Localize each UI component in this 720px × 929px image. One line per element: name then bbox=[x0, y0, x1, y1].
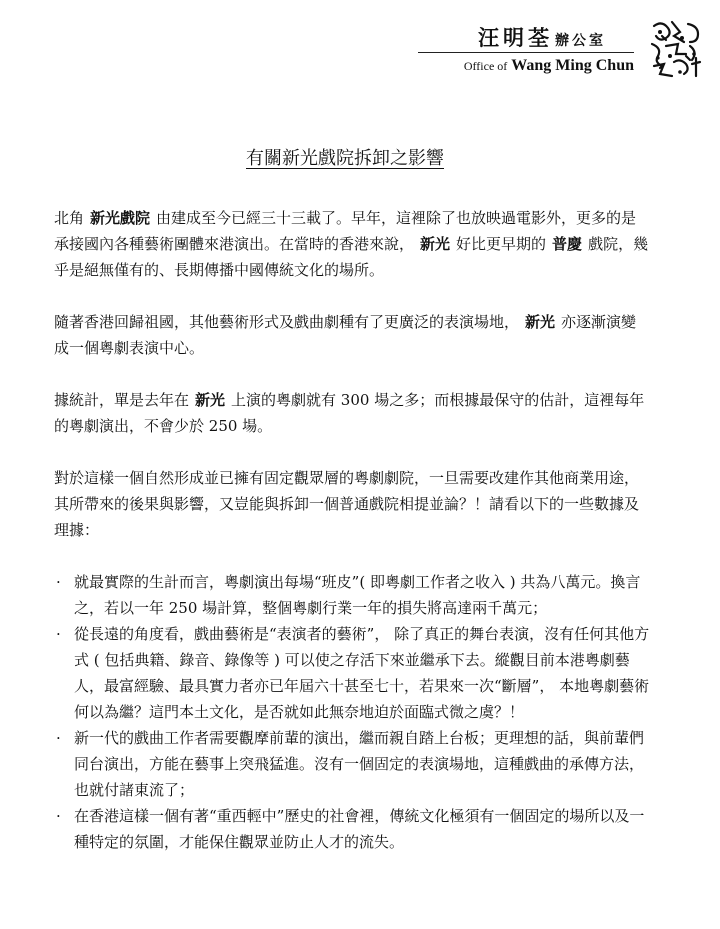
owner-name-chinese: 汪明荃 bbox=[478, 25, 553, 50]
office-of-label: Office of bbox=[463, 59, 508, 73]
keyword-text: 新光戲院 bbox=[90, 209, 151, 227]
keyword-text: 普慶 bbox=[552, 235, 583, 253]
paragraph bbox=[54, 205, 650, 283]
paragraph-text: 隨著香港回歸祖國，其他藝術形式及戲曲劇種有了更廣泛的表演場地， bbox=[54, 313, 520, 331]
paragraph-text: 對於這樣一個自然形成並已擁有固定觀眾層的粵劇劇院，一旦需要改建作其他商業用途，其所帶來的後果與影響，又豈能與拆卸一個普通戲院相提並論？！請看以下的一些數據及理據： bbox=[54, 469, 640, 539]
keyword-text: 新光 bbox=[195, 391, 226, 409]
letterhead-rule bbox=[418, 52, 634, 53]
bullet-icon: · bbox=[56, 573, 61, 591]
paragraph bbox=[54, 387, 650, 439]
paragraph bbox=[54, 465, 650, 543]
office-name-english bbox=[418, 57, 634, 75]
document-body bbox=[54, 205, 650, 855]
paragraph-text: 好比更早期的 bbox=[456, 235, 547, 253]
keyword-text: 新光 bbox=[420, 235, 451, 253]
bullet-list bbox=[54, 569, 650, 855]
paragraph-text: 亦逐漸演變成一個粵劇表演中心。 bbox=[54, 313, 637, 357]
letterhead bbox=[0, 0, 720, 90]
document-title: 有關新光戲院拆卸之影響 bbox=[246, 148, 444, 169]
paragraph-text: 戲院，幾乎是絕無僅有的、長期傳播中國傳統文化的場所。 bbox=[54, 235, 649, 279]
list-item-text: 就最實際的生計而言，粵劇演出每場“班皮”( 即粵劇工作者之收入 ) 共為八萬元。換言之，若以一年 250 場計算，整個粵劇行業一年的損失將高達兩千萬元； bbox=[74, 573, 641, 617]
list-item-text: 新一代的戲曲工作者需要觀摩前輩的演出，繼而親自踏上台板；更理想的話，與前輩們同台演出，方能在藝事上突飛猛進。沒有一個固定的表演場地，這種戲曲的承傳方法，也就付諸東流了； bbox=[74, 729, 645, 799]
list-item bbox=[54, 569, 650, 621]
list-item bbox=[54, 621, 650, 725]
paragraph bbox=[54, 309, 650, 361]
bullet-icon: · bbox=[56, 625, 61, 643]
office-suffix-chinese: 辦公室 bbox=[555, 33, 606, 49]
paragraph-text: 據統計，單是去年在 bbox=[54, 391, 190, 409]
list-item bbox=[54, 725, 650, 803]
owner-name-english: Wang Ming Chun bbox=[511, 57, 634, 74]
keyword-text: 新光 bbox=[525, 313, 556, 331]
list-item-text: 從長遠的角度看，戲曲藝術是“表演者的藝術”， 除了真正的舞台表演，沒有任何其他方式 ( 包括典籍、錄音、錄像等 ) 可以使之存活下來並繼承下去。縱觀目前本港粵劇藝人，最富經驗、最具實力者亦已年屆六十甚至七十，若果來一次“斷層”， 本地粵劇藝術何以為繼？這門本土文化，是否就如此無奈地迫於面臨式微之虞？！ bbox=[74, 625, 650, 721]
bullet-icon: · bbox=[56, 807, 61, 825]
list-item bbox=[54, 803, 650, 855]
office-name-chinese bbox=[478, 22, 606, 52]
paragraph-text: 上演的粵劇就有 300 場之多；而根據最保守的估計，這裡每年的粵劇演出，不會少於 250 場。 bbox=[54, 391, 645, 435]
paragraph-text: 由建成至今已經三十三載了。早年，這裡除了也放映過電影外，更多的是承接國內各種藝術團體來港演出。在當時的香港來說， bbox=[54, 209, 637, 253]
list-item-text: 在香港這樣一個有著“重西輕中”歷史的社會裡，傳統文化極須有一個固定的場所以及一種特定的氛圍，才能保住觀眾並防止人才的流失。 bbox=[74, 807, 645, 851]
bullet-icon: · bbox=[56, 729, 61, 747]
seal-logo-icon bbox=[648, 18, 704, 80]
paragraph-text: 北角 bbox=[54, 209, 85, 227]
